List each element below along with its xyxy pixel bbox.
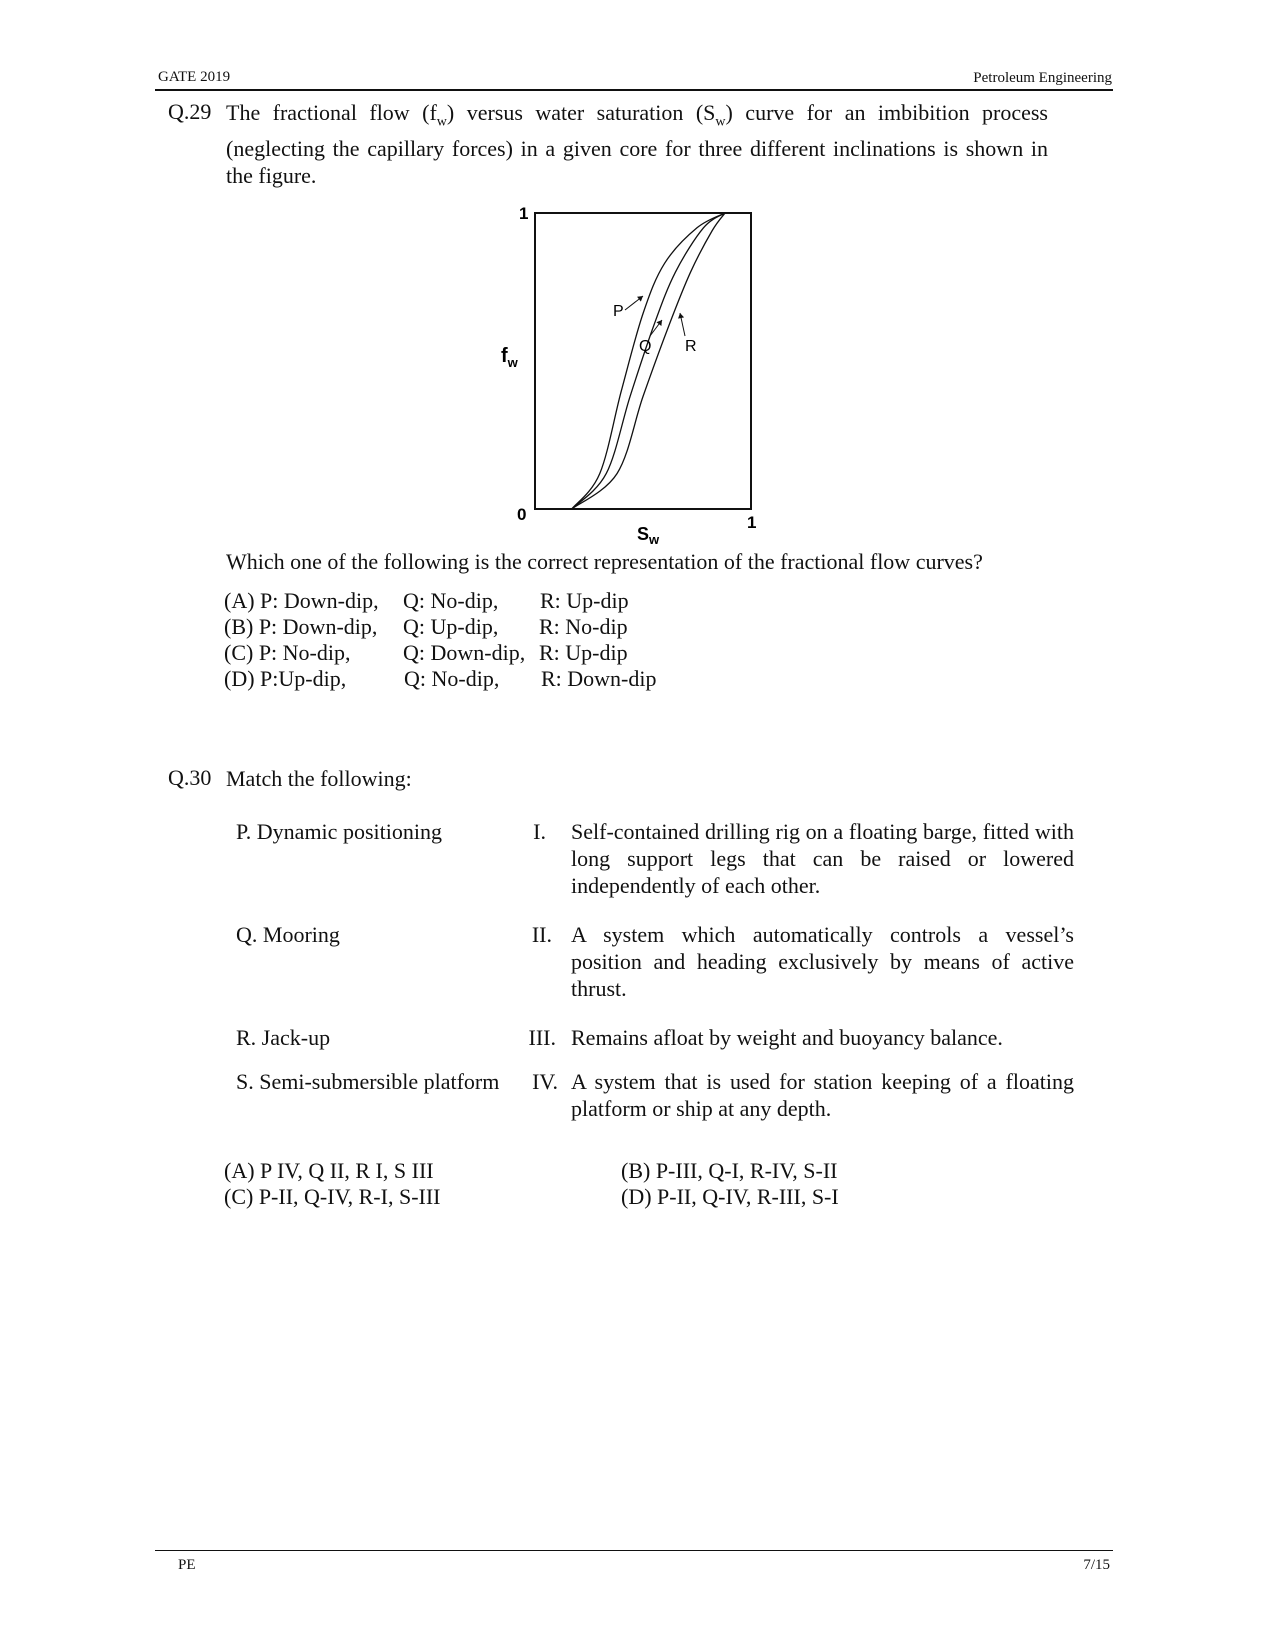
header-subject: Petroleum Engineering bbox=[973, 70, 1112, 86]
annotation-arrowhead-p bbox=[637, 296, 643, 302]
header-exam-title: GATE 2019 bbox=[158, 69, 231, 85]
footer-divider bbox=[155, 1550, 1113, 1551]
annotation-arrowhead-q bbox=[656, 320, 662, 326]
q30-title: Match the following: bbox=[226, 766, 412, 791]
annotation-r: R bbox=[685, 338, 697, 355]
curve-r bbox=[572, 213, 725, 509]
match-right-num-i: I. bbox=[533, 819, 546, 844]
header-divider bbox=[155, 89, 1113, 91]
x-tick-1: 1 bbox=[747, 513, 757, 532]
q29-question: Which one of the following is the correct representation of the fractional flow curves? bbox=[226, 549, 983, 574]
q30-option-b[interactable]: (B) P-III, Q-I, R-IV, S-II bbox=[621, 1158, 838, 1183]
match-right-num-iv: IV. bbox=[532, 1069, 558, 1094]
q29-number: Q.29 bbox=[168, 99, 212, 124]
annotation-p: P bbox=[613, 303, 624, 320]
fractional-flow-chart bbox=[501, 204, 775, 550]
match-right-text-iii: Remains afloat by weight and buoyancy balance. bbox=[571, 1025, 1003, 1050]
annotation-arrowhead-r bbox=[678, 313, 684, 319]
y-tick-1: 1 bbox=[519, 204, 529, 223]
match-left-r: R. Jack-up bbox=[236, 1025, 331, 1050]
match-right-text-ii: A system which automatically controls a vessel’s position and heading exclusively by means of active thrust. bbox=[571, 922, 1074, 1001]
q29-text: The fractional flow $(f_w)$ versus water saturation $(S_w)$ curve for an imbibition process (neglecting the capillary forces) in a given core for three different inclinations is shown in the figure. bbox=[226, 100, 1048, 189]
match-right-num-iii: III. bbox=[528, 1025, 556, 1050]
match-left-p: P. Dynamic positioning bbox=[236, 819, 442, 844]
curve-q bbox=[572, 213, 725, 509]
match-right-num-ii: II. bbox=[531, 922, 552, 947]
match-right-text-iv: A system that is used for station keeping of a floating platform or ship at any depth. bbox=[571, 1069, 1074, 1121]
q30-number: Q.30 bbox=[168, 765, 212, 790]
chart-frame bbox=[535, 213, 751, 509]
y-axis-label: $f_w$ bbox=[501, 345, 518, 370]
curve-p bbox=[572, 213, 725, 509]
q30-option-c[interactable]: (C) P-II, Q-IV, R-I, S-III bbox=[224, 1184, 441, 1209]
footer-paper-code: PE bbox=[178, 1557, 196, 1573]
match-left-s: S. Semi-submersible platform bbox=[236, 1069, 500, 1094]
match-right-text-i: Self-contained drilling rig on a floating barge, fitted with long support legs that can be raised or lowered independently of each other. bbox=[571, 819, 1074, 898]
match-left-q: Q. Mooring bbox=[236, 922, 340, 947]
x-axis-label: $S_w$ bbox=[637, 524, 660, 547]
q30-option-d[interactable]: (D) P-II, Q-IV, R-III, S-I bbox=[621, 1184, 839, 1209]
origin-tick-0: 0 bbox=[517, 505, 527, 524]
footer-page-number: 7/15 bbox=[1083, 1557, 1110, 1573]
q30-option-a[interactable]: (A) P IV, Q II, R I, S III bbox=[224, 1158, 434, 1183]
annotation-q: Q bbox=[639, 338, 652, 355]
